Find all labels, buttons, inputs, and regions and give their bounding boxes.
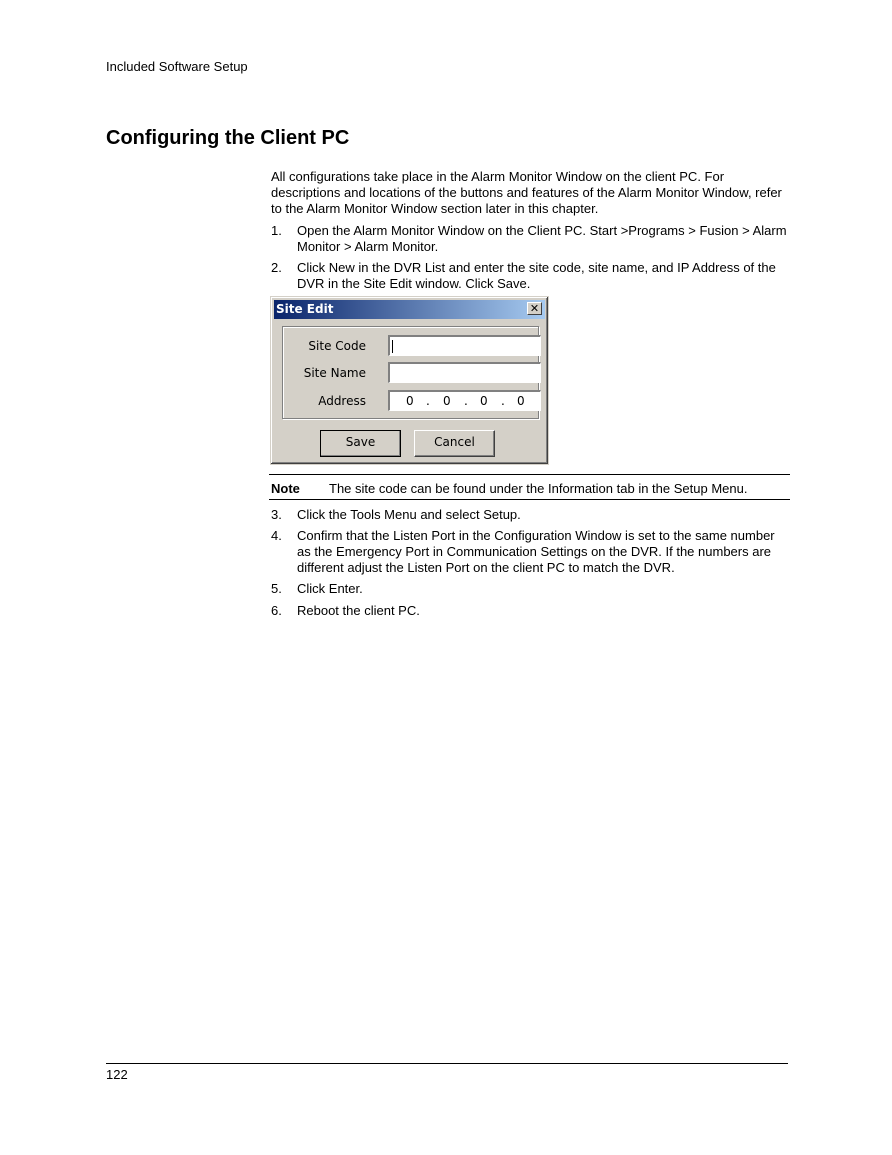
list-item [271, 507, 789, 523]
list-item [271, 260, 789, 292]
address-label: Address [318, 394, 366, 408]
list-item [271, 528, 789, 576]
text-cursor [392, 340, 393, 353]
step-number: 5. [271, 581, 282, 596]
site-code-field[interactable] [388, 335, 541, 356]
step-text: Click New in the DVR List and enter the site code, site name, and IP Address of the DVR in the Site Edit window. Click Save. [297, 260, 776, 291]
site-name-field[interactable] [388, 362, 541, 383]
step-number: 3. [271, 507, 282, 522]
ip-octet-1[interactable]: 0 [406, 394, 414, 408]
site-edit-dialog [270, 296, 549, 465]
site-name-label: Site Name [303, 366, 366, 380]
step-text: Confirm that the Listen Port in the Configuration Window is set to the same number as the Emergency Port in Communication Settings on the DVR. If the numbers are different adjust the Listen Port on the client PC to match the DVR. [297, 528, 775, 575]
note-rule-bottom [269, 499, 790, 500]
save-button[interactable]: Save [320, 430, 401, 457]
cancel-button[interactable]: Cancel [414, 430, 495, 457]
step-number: 2. [271, 260, 282, 275]
step-number: 1. [271, 223, 282, 238]
step-text: Click the Tools Menu and select Setup. [297, 507, 521, 522]
note-label: Note [271, 481, 300, 496]
step-text: Reboot the client PC. [297, 603, 420, 618]
note-rule-top [269, 474, 790, 475]
ip-octet-4[interactable]: 0 [517, 394, 525, 408]
ip-dot: . [426, 394, 430, 408]
dialog-titlebar[interactable] [274, 300, 545, 319]
running-header: Included Software Setup [106, 59, 248, 74]
dialog-title: Site Edit [276, 302, 334, 316]
intro-paragraph: All configurations take place in the Alarm Monitor Window on the client PC. For descriptions and locations of the buttons and features of the Alarm Monitor Window, refer to the Alarm Monitor Window section later in this chapter. [271, 169, 782, 216]
ip-octet-2[interactable]: 0 [443, 394, 451, 408]
footer-rule [106, 1063, 788, 1064]
ip-address-field[interactable] [388, 390, 541, 411]
step-number: 6. [271, 603, 282, 618]
step-text: Click Enter. [297, 581, 363, 596]
ip-dot: . [464, 394, 468, 408]
step-text: Open the Alarm Monitor Window on the Client PC. Start >Programs > Fusion > Alarm Monitor > Alarm Monitor. [297, 223, 787, 254]
note-text: The site code can be found under the Information tab in the Setup Menu. [329, 481, 748, 496]
list-item [271, 223, 789, 255]
ip-octet-3[interactable]: 0 [480, 394, 488, 408]
list-item [271, 581, 789, 597]
ip-dot: . [501, 394, 505, 408]
step-number: 4. [271, 528, 282, 543]
site-code-label: Site Code [308, 339, 366, 353]
page-number: 122 [106, 1067, 128, 1082]
list-item [271, 603, 789, 619]
page-title: Configuring the Client PC [106, 127, 350, 149]
site-fields-group [282, 326, 539, 419]
close-icon[interactable]: ✕ [527, 302, 542, 315]
